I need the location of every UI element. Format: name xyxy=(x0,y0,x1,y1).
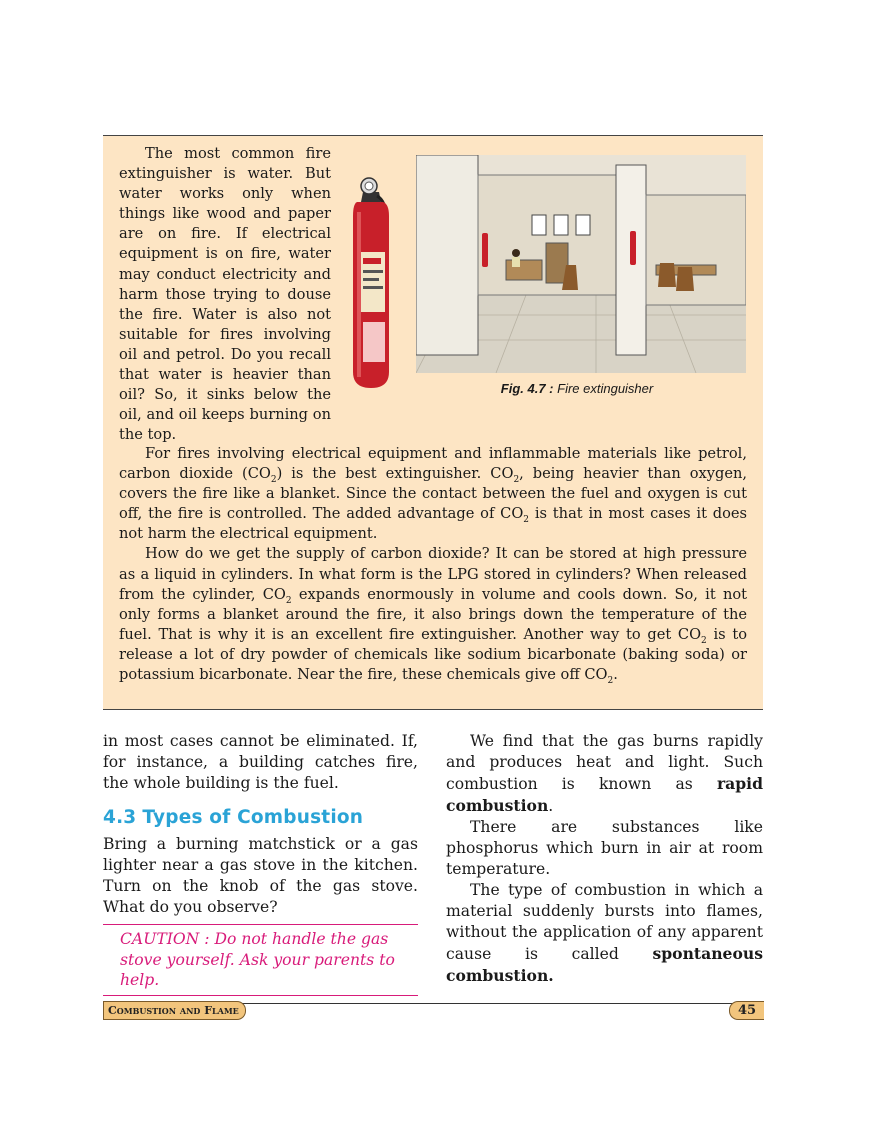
figure-caption xyxy=(416,381,738,396)
bold-term: spontaneous combustion. xyxy=(446,944,763,985)
chapter-title-tab: Combustion and Flame xyxy=(103,1001,246,1020)
subscript: 2 xyxy=(607,675,614,686)
subscript: 2 xyxy=(513,475,520,485)
office-illustration xyxy=(416,155,746,373)
intro-text xyxy=(119,144,331,445)
section-paragraph: Bring a burning matchstick or a gas lighter near a gas stove in the kitchen. Turn on the knob of the gas stove. What do you observe? xyxy=(103,835,418,916)
continuation-paragraph: in most cases cannot be eliminated. If, for instance, a building catches fire, the whole building is the fuel. xyxy=(103,732,418,792)
bold-term: rapid combustion xyxy=(446,774,763,815)
figure-label: Fig. 4.7 : xyxy=(500,381,554,396)
rapid-combustion-paragraph xyxy=(446,731,763,817)
text-span: is that in most cases it does not harm the electrical equipment. xyxy=(119,505,748,543)
left-column xyxy=(103,731,418,996)
text-span: The type of combustion in which a material suddenly bursts into flames, without the application of any apparent cause is called xyxy=(446,881,763,963)
page-number: 45 xyxy=(729,1001,764,1020)
text-span: We find that the gas burns rapidly and produces heat and light. Such combustion is known as xyxy=(446,732,763,793)
text-span: is to release a lot of dry powder of chemicals like sodium bicarbonate (baking soda) or potassium bicarbonate. Near the fire, these chemicals give off CO xyxy=(119,625,747,684)
section-heading xyxy=(103,807,418,828)
subscript: 2 xyxy=(523,515,530,526)
phosphorus-paragraph: There are substances like phosphorus which burn in air at room temperature. xyxy=(446,818,763,878)
section-title: Types of Combustion xyxy=(142,807,364,828)
co2-extinguisher-paragraph xyxy=(119,444,747,544)
highlight-box xyxy=(103,135,763,710)
intro-paragraph: The most common fire extinguisher is water. But water works only when things like wood and paper are on fire. If electrical equipment is on fire, water may conduct electricity and harm those trying to douse the fire. Water is also not suitable for fires involving oil and petrol. Do you recall that water is heavier than oil? So, it sinks below the oil, and oil keeps burning on the top. xyxy=(119,145,331,444)
subscript: 2 xyxy=(270,475,277,485)
text-span: . xyxy=(613,666,618,684)
text-span: . xyxy=(548,797,554,815)
section-number: 4.3 xyxy=(103,807,137,828)
text-span: expands enormously in volume and cools down. So, it not only forms a blanket around the fire, it also brings down the temperature of the fuel. That is why it is an excellent fire extinguisher. Another way to get CO xyxy=(119,585,747,643)
text-span: , being heavier than oxygen, covers the fire like a blanket. Since the contact between the fuel and oxygen is cut off, the fire is controlled. The added advantage of CO xyxy=(119,465,748,523)
box-lower-text xyxy=(119,444,747,685)
co2-supply-paragraph xyxy=(119,544,747,685)
right-column xyxy=(446,731,763,987)
fire-extinguisher-image xyxy=(349,172,397,394)
subscript: 2 xyxy=(701,635,707,646)
figure-caption-text: Fire extinguisher xyxy=(557,381,654,396)
caution-note: CAUTION : Do not handle the gas stove yourself. Ask your parents to help. xyxy=(103,924,418,996)
text-span: How do we get the supply of carbon dioxide? It can be stored at high pressure as a liquid in cylinders. In what form is the LPG stored in cylinders? When released from the cylinder, CO xyxy=(119,545,747,603)
subscript: 2 xyxy=(285,595,292,606)
text-span: ) is the best extinguisher. CO xyxy=(276,465,514,483)
spontaneous-combustion-paragraph xyxy=(446,880,763,987)
text-span: For fires involving electrical equipment and inflammable materials like petrol, carbon dioxide (CO xyxy=(119,445,747,483)
